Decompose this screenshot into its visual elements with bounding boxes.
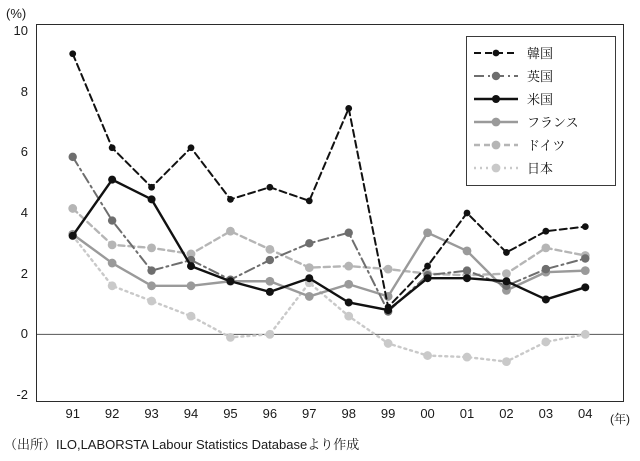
data-point (108, 216, 116, 224)
data-point (424, 274, 432, 282)
y-tick-label: 8 (20, 83, 28, 99)
data-point (147, 243, 156, 252)
data-point (582, 223, 589, 230)
data-point (345, 298, 353, 306)
data-point (503, 249, 510, 256)
data-point (305, 274, 313, 282)
legend-label: 英国 (527, 69, 554, 84)
data-point (385, 304, 392, 311)
x-tick-label: 93 (144, 406, 159, 421)
data-point (423, 228, 432, 237)
legend-label: 日本 (527, 161, 554, 176)
data-point (147, 281, 156, 290)
data-point (344, 262, 353, 271)
data-point (187, 312, 196, 321)
data-point (305, 239, 313, 247)
data-point (148, 184, 155, 191)
legend-label: ドイツ (527, 138, 566, 153)
data-point (108, 240, 117, 249)
legend-swatch (473, 160, 519, 176)
legend-item-6 (473, 156, 609, 179)
x-tick-label: 01 (459, 406, 475, 421)
data-point (502, 357, 511, 366)
y-axis-unit-label: (%) (6, 6, 27, 21)
x-tick-label: 96 (262, 406, 278, 421)
legend-swatch (473, 91, 519, 107)
data-point (148, 195, 156, 203)
series-3 (69, 176, 590, 314)
data-point (581, 266, 590, 275)
x-tick-label: 04 (578, 406, 593, 421)
data-point (424, 263, 431, 270)
x-tick-label: 02 (499, 406, 514, 421)
chart-legend (466, 36, 616, 186)
legend-swatch (473, 114, 519, 130)
x-tick-label: 92 (104, 406, 120, 421)
data-point (68, 204, 77, 213)
legend-swatch (473, 137, 519, 153)
data-point (344, 280, 353, 289)
legend-label: 米国 (527, 92, 554, 107)
x-axis-unit-label: (年) (610, 412, 630, 426)
data-point (463, 266, 471, 274)
series-line (73, 208, 586, 275)
data-point (542, 295, 550, 303)
data-point (265, 277, 274, 286)
data-point (188, 144, 195, 151)
data-point (266, 288, 274, 296)
x-tick-label: 00 (420, 406, 435, 421)
data-point (305, 263, 314, 272)
data-point (108, 259, 117, 268)
data-point (69, 50, 76, 57)
data-point (187, 281, 196, 290)
x-tick-label: 95 (223, 406, 238, 421)
series-6 (68, 231, 589, 366)
x-tick-label: 97 (302, 406, 317, 421)
data-point (581, 283, 589, 291)
y-tick-label: 2 (20, 265, 28, 281)
data-point (463, 274, 471, 282)
data-point (502, 269, 511, 278)
data-point (384, 339, 393, 348)
data-point (187, 262, 195, 270)
data-point (345, 105, 352, 112)
data-point (147, 266, 155, 274)
data-point (502, 277, 510, 285)
legend-label: フランス (527, 115, 579, 130)
data-point (69, 232, 77, 240)
data-point (542, 228, 549, 235)
data-point (541, 243, 550, 252)
y-tick-label: 0 (20, 326, 28, 342)
source-note: （出所）ILO,LABORSTA Labour Statistics Databaseより作成 (4, 437, 360, 452)
legend-item-5 (473, 133, 609, 156)
legend-swatch (473, 68, 519, 84)
legend-item-1 (473, 41, 609, 64)
x-tick-label: 03 (538, 406, 554, 421)
legend-swatch (473, 45, 519, 61)
data-point (541, 338, 550, 347)
y-tick-label: 10 (13, 23, 28, 38)
data-point (345, 229, 353, 237)
data-point (384, 265, 393, 274)
data-point (108, 176, 116, 184)
x-tick-label: 98 (341, 406, 356, 421)
legend-item-3 (473, 87, 609, 110)
data-point (227, 196, 234, 203)
y-tick-label: -2 (16, 387, 28, 402)
data-point (581, 330, 590, 339)
data-point (147, 297, 156, 306)
x-tick-label: 94 (183, 406, 199, 421)
legend-item-2 (473, 64, 609, 87)
data-point (108, 281, 117, 290)
series-5 (68, 204, 589, 280)
data-point (266, 184, 273, 191)
data-point (109, 144, 116, 151)
x-tick-label: 91 (65, 406, 80, 421)
data-point (463, 247, 472, 256)
data-point (226, 333, 235, 342)
data-point (306, 197, 313, 204)
y-tick-label: 4 (20, 205, 28, 220)
data-point (464, 210, 471, 217)
data-point (542, 265, 550, 273)
data-point (266, 256, 274, 264)
data-point (463, 353, 472, 362)
data-point (226, 227, 235, 236)
data-point (226, 277, 234, 285)
data-point (305, 292, 314, 301)
y-tick-label: 6 (20, 144, 28, 160)
data-point (69, 153, 77, 161)
legend-label: 韓国 (527, 46, 554, 61)
x-tick-label: 99 (380, 406, 396, 421)
legend-item-4 (473, 110, 609, 133)
data-point (344, 312, 353, 321)
data-point (265, 330, 274, 339)
data-point (265, 245, 274, 254)
data-point (581, 254, 589, 262)
data-point (423, 351, 432, 360)
